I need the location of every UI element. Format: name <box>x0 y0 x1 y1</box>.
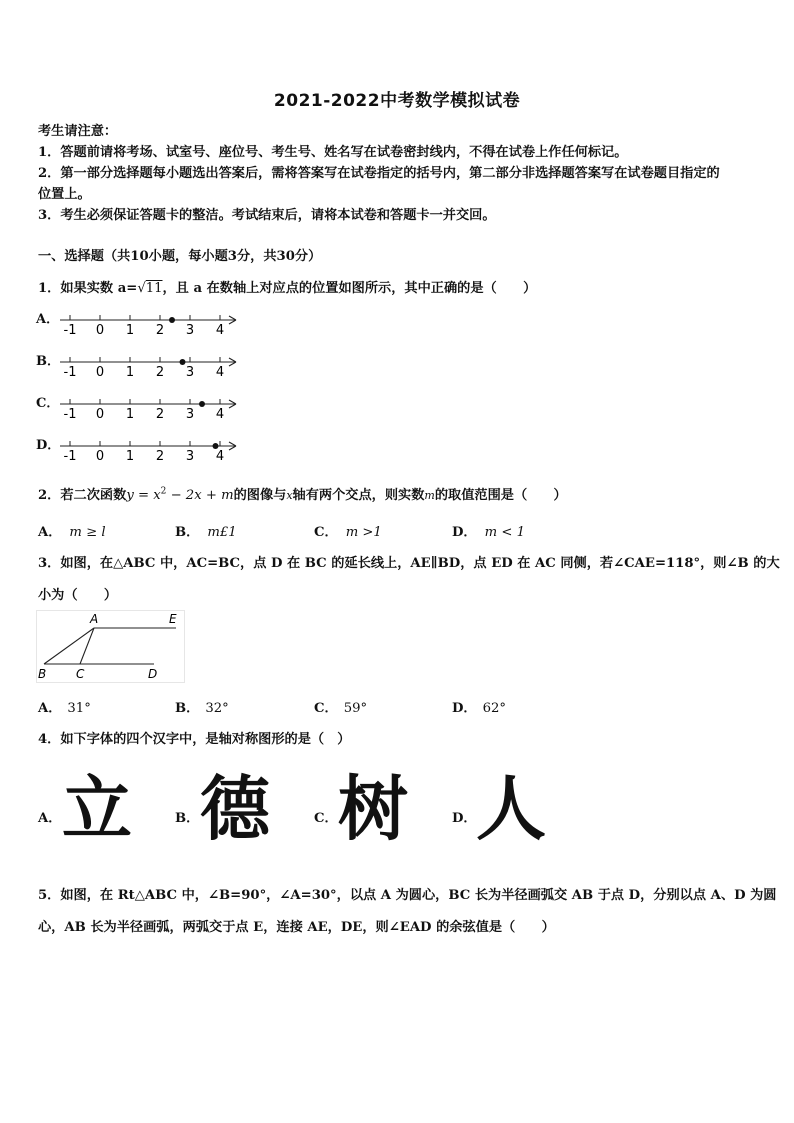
notice-heading: 考生请注意： <box>38 124 118 139</box>
q2-stem <box>38 484 567 503</box>
tick-label: -1 <box>63 449 77 464</box>
tick-label: 2 <box>155 407 165 422</box>
label-b: B <box>38 667 47 681</box>
tick-label: 2 <box>155 323 165 338</box>
q1-stem-post: ，且 a 在数轴上对应点的位置如图所示，其中正确的是（ ） <box>162 281 537 296</box>
tick-label: 3 <box>185 323 195 338</box>
tick-label: -1 <box>63 323 77 338</box>
sqrt-sign: √ <box>137 281 146 296</box>
q3-option-a <box>38 697 91 716</box>
q2-func-y: y <box>126 488 134 503</box>
notice-item-3: 3．考生必须保证答题卡的整洁。考试结束后，请将本试卷和答题卡一并交回。 <box>38 208 496 223</box>
q3-option-text: 32° <box>205 701 229 716</box>
q2-option-expr: m >1 <box>345 525 382 540</box>
q2-stem-mid2: 轴有两个交点，则实数 <box>292 488 425 503</box>
seal-glyph-li: 立 <box>62 767 132 850</box>
q2-option-expr: m£1 <box>207 525 237 540</box>
q2-axis: x <box>286 489 293 502</box>
q2-func-x: x <box>153 488 161 503</box>
tick-label: -1 <box>63 407 77 422</box>
number-line <box>60 357 236 380</box>
tick-label: 3 <box>185 407 195 422</box>
q3-option-text: 31° <box>67 701 91 716</box>
q1-option-label: C． <box>36 396 60 411</box>
notice-item-2-cont: 位置上。 <box>38 187 91 202</box>
tick-label: 0 <box>95 365 105 380</box>
q2-option-label: D． <box>452 525 477 540</box>
q5-stem-line2: 心，AB 长为半径画弧，两弧交于点 E，连接 AE，DE，则∠EAD 的余弦值是（ ） <box>38 920 555 935</box>
q4-option-d-label: D． <box>452 811 477 826</box>
seal-glyph-ren: 人 <box>476 767 546 850</box>
point-marker <box>199 401 205 407</box>
tick-label: 2 <box>155 449 165 464</box>
q2-option-label: C． <box>314 525 338 540</box>
q5-stem-line1: 5．如图，在 Rt△ABC 中，∠B=90°，∠A=30°，以点 A 为圆心，BC 长为半径画弧交 AB 于点 D，分别以点 A、D 为圆 <box>38 888 777 903</box>
q2-option-c <box>314 521 382 540</box>
tick-label: 1 <box>125 323 135 338</box>
q3-figure <box>36 610 186 684</box>
q4-stem: 4．如下字体的四个汉字中，是轴对称图形的是（ ） <box>38 732 351 747</box>
q1-number-lines <box>0 0 794 470</box>
q2-func-rest: − 2x + m <box>166 488 234 503</box>
q3-option-label: A． <box>38 701 62 716</box>
q3-option-d <box>452 697 506 716</box>
section-heading: 一、选择题（共10小题，每小题3分，共30分） <box>38 249 322 264</box>
q3-option-label: C． <box>314 701 338 716</box>
q3-option-text: 62° <box>482 701 506 716</box>
q1-option-label: D． <box>36 438 61 453</box>
tick-label: 1 <box>125 407 135 422</box>
q3-stem-line1: 3．如图，在△ABC 中，AC=BC，点 D 在 BC 的延长线上，AE∥BD，点 ED 在 AC 同侧，若∠CAE=118°，则∠B 的大 <box>38 556 780 571</box>
q2-option-a <box>38 521 106 540</box>
tick-label: 4 <box>215 365 225 380</box>
q2-stem-post: 的取值范围是（ ） <box>434 488 567 503</box>
number-line <box>60 441 236 464</box>
q1-option-label: B． <box>36 354 60 369</box>
label-a: A <box>90 612 99 626</box>
tick-label: 4 <box>215 449 225 464</box>
seal-glyph-shu: 树 <box>338 767 408 850</box>
tick-label: 1 <box>125 365 135 380</box>
q2-var: m <box>424 489 435 502</box>
label-e: E <box>169 612 177 626</box>
q1-stem-pre: 1．如果实数 a= <box>38 281 138 296</box>
q1-option-label: A． <box>36 312 60 327</box>
q4-option-a-label: A． <box>38 811 62 826</box>
point-marker <box>213 443 219 449</box>
q3-stem-line2: 小为（ ） <box>38 588 118 603</box>
point-marker <box>169 317 175 323</box>
q2-option-label: B． <box>175 525 200 540</box>
q3-option-label: D． <box>452 701 477 716</box>
tick-label: 0 <box>95 323 105 338</box>
q2-option-expr: m ≥ l <box>69 525 106 540</box>
q4-option-c-label: C． <box>314 811 338 826</box>
number-line <box>60 399 236 422</box>
q3-option-c <box>314 697 367 716</box>
tick-label: 3 <box>185 449 195 464</box>
notice-item-2: 2．第一部分选择题每小题选出答案后，需将答案写在试卷指定的括号内，第二部分非选择题答案写在试卷题目指定的 <box>38 166 720 181</box>
q2-func-sup: 2 <box>160 486 167 497</box>
tick-label: 1 <box>125 449 135 464</box>
tick-label: 0 <box>95 407 105 422</box>
q2-stem-mid: 的图像与 <box>233 488 287 503</box>
label-d: D <box>148 667 158 681</box>
q2-func-eq: = <box>133 488 154 503</box>
q2-option-expr: m < 1 <box>484 525 525 540</box>
page-title: 2021-2022中考数学模拟试卷 <box>273 91 521 111</box>
point-marker <box>180 359 186 365</box>
q2-option-label: A． <box>38 525 62 540</box>
q3-option-label: B． <box>175 701 200 716</box>
q2-option-d <box>452 521 525 540</box>
notice-item-1: 1．答题前请将考场、试室号、座位号、考生号、姓名写在试卷密封线内，不得在试卷上作任何标记。 <box>38 145 628 160</box>
q3-option-text: 59° <box>343 701 368 716</box>
number-line <box>60 315 236 338</box>
tick-label: 3 <box>185 365 195 380</box>
tick-label: 0 <box>95 449 105 464</box>
figure-frame <box>37 611 185 683</box>
q2-stem-pre: 2．若二次函数 <box>38 488 127 503</box>
q1-radicand: 11 <box>145 281 163 296</box>
seal-glyph-de: 德 <box>200 767 270 850</box>
tick-label: 4 <box>215 407 225 422</box>
tick-label: 4 <box>215 323 225 338</box>
tick-label: -1 <box>63 365 77 380</box>
q3-option-b <box>175 697 229 716</box>
q4-option-b-label: B． <box>175 811 200 826</box>
q2-option-b <box>175 521 237 540</box>
tick-label: 2 <box>155 365 165 380</box>
label-c: C <box>76 667 85 681</box>
